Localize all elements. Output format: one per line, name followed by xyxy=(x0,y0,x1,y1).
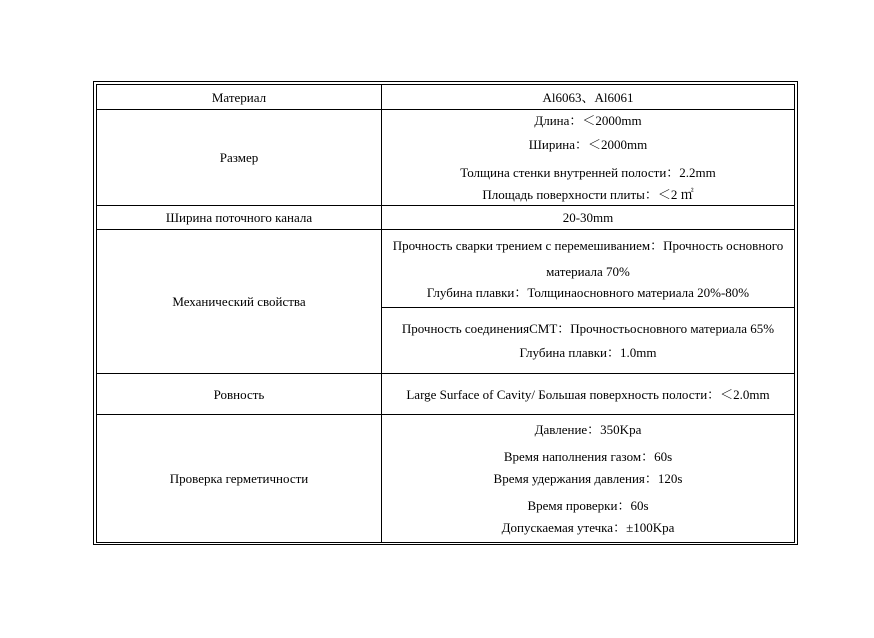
table-row-mechanical xyxy=(97,230,795,374)
size-wall-thickness: Толщина стенки внутренней полости：2.2mm xyxy=(460,165,716,180)
size-width: Ширина：＜2000mm xyxy=(528,137,648,152)
size-plate-area: Площадь поверхности плиты：＜2 ㎡ xyxy=(482,187,694,202)
table-row-airtightness xyxy=(97,415,795,543)
airtightness-hold-time: Время удержания давления：120s xyxy=(493,471,683,486)
cmt-strength-line: Прочность соединенияCMT：Прочностьосновного материала 65% xyxy=(401,321,775,336)
flatness-label: Ровность xyxy=(97,374,382,415)
table-row-material xyxy=(97,85,795,110)
airtightness-label: Проверка герметичности xyxy=(97,415,382,543)
fsw-depth-line: Глубина плавки：Толщинаосновного материала 20%-80% xyxy=(426,284,750,300)
fsw-strength-line: Прочность сварки трением с перемешиванием：Прочность основного xyxy=(392,237,784,253)
airtightness-pressure: Давление：350Kpa xyxy=(534,422,642,437)
table-row-channel xyxy=(97,206,795,230)
channel-label: Ширина поточного канала xyxy=(97,206,382,230)
mechanical-label: Механический свойства xyxy=(97,230,382,374)
table-row-size xyxy=(97,110,795,206)
mechanical-cmt-subcell xyxy=(382,308,794,373)
spec-table xyxy=(96,84,795,543)
material-value: Al6063、Al6061 xyxy=(382,85,795,110)
airtightness-test-time: Время проверки：60s xyxy=(527,498,649,513)
airtightness-leak-tolerance: Допускаемая утечка：±100Kpa xyxy=(501,520,675,535)
fsw-strength-line-cont: материала 70% xyxy=(546,263,630,279)
mechanical-value-cell xyxy=(382,230,795,374)
table-row-flatness xyxy=(97,374,795,415)
spec-table-frame xyxy=(93,81,798,545)
flatness-value: Large Surface of Cavity/ Большая поверхность полости：＜2.0mm xyxy=(382,374,795,415)
airtightness-fill-time: Время наполнения газом：60s xyxy=(503,449,673,464)
cmt-depth-line: Глубина плавки：1.0mm xyxy=(519,345,657,360)
mechanical-fsw-subcell xyxy=(382,230,794,308)
size-value-cell xyxy=(382,110,795,206)
material-label: Материал xyxy=(97,85,382,110)
airtightness-value-cell xyxy=(382,415,795,543)
size-length: Длина：＜2000mm xyxy=(534,113,642,128)
size-label: Размер xyxy=(97,110,382,206)
channel-value: 20-30mm xyxy=(382,206,795,230)
mechanical-split xyxy=(382,230,794,373)
